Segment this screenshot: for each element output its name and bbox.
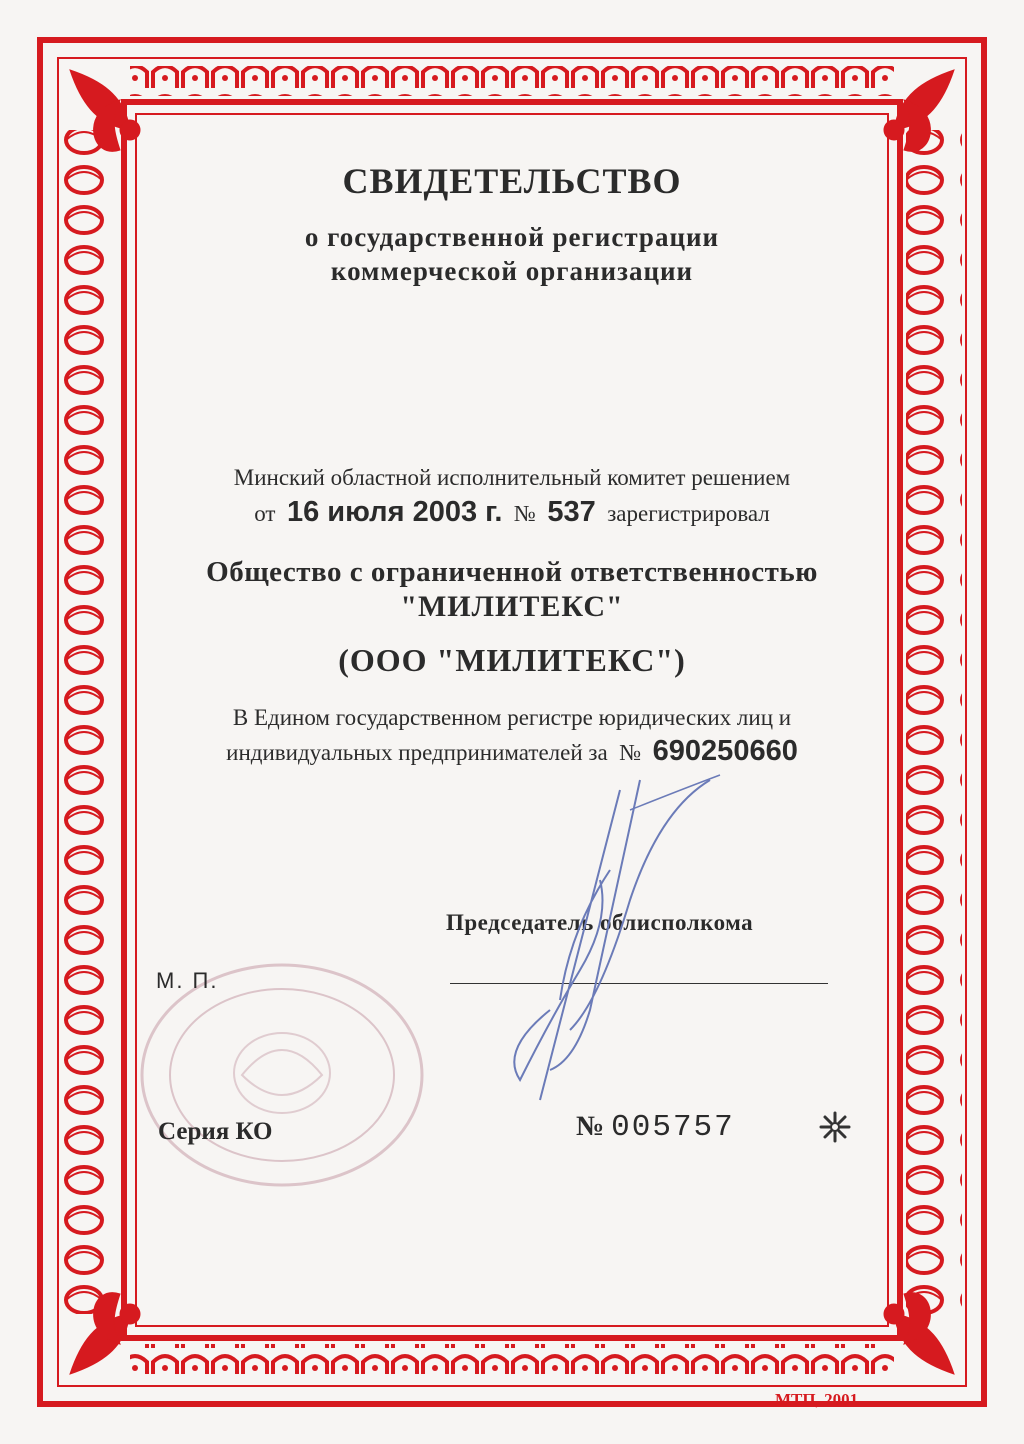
- register-number-sign: №: [619, 740, 642, 765]
- series-label: Серия КО: [158, 1118, 273, 1145]
- decision-number-sign: №: [513, 501, 536, 526]
- register-line2-prefix: индивидуальных предпринимателей за: [226, 740, 608, 765]
- date-prefix: от: [254, 501, 276, 526]
- printer-mark: МТП, 2001: [775, 1390, 859, 1409]
- handwritten-signature: [480, 770, 740, 1110]
- form-number-value: 005757: [611, 1110, 735, 1145]
- org-short-name: (ООО "МИЛИТЕКС"): [338, 642, 686, 678]
- certificate-title: СВИДЕТЕЛЬСТВО: [342, 161, 682, 201]
- decision-date: 16 июля 2003 г.: [286, 496, 503, 528]
- decision-line: [0, 496, 1024, 529]
- chairman-title: Председатель облисполкома: [446, 910, 754, 935]
- seal-place-label: М. П.: [156, 968, 219, 993]
- register-line2: [0, 735, 1024, 768]
- decision-number: 537: [547, 496, 596, 528]
- date-suffix: зарегистрировал: [607, 501, 770, 526]
- register-line1: В Едином государственном регистре юридических лиц и: [232, 705, 792, 730]
- org-name-quoted: "МИЛИТЕКС": [400, 590, 624, 623]
- certificate-subtitle-line2: коммерческой организации: [330, 256, 694, 286]
- register-number: 690250660: [652, 735, 798, 767]
- form-number: [576, 1110, 735, 1145]
- asterisk-ornament: [818, 1110, 852, 1144]
- issuer-line: Минский областной исполнительный комитет решением: [233, 465, 791, 490]
- org-full-name: Общество с ограниченной ответственностью: [206, 556, 818, 588]
- form-number-sign: №: [576, 1111, 605, 1142]
- certificate-subtitle-line1: о государственной регистрации: [304, 222, 720, 252]
